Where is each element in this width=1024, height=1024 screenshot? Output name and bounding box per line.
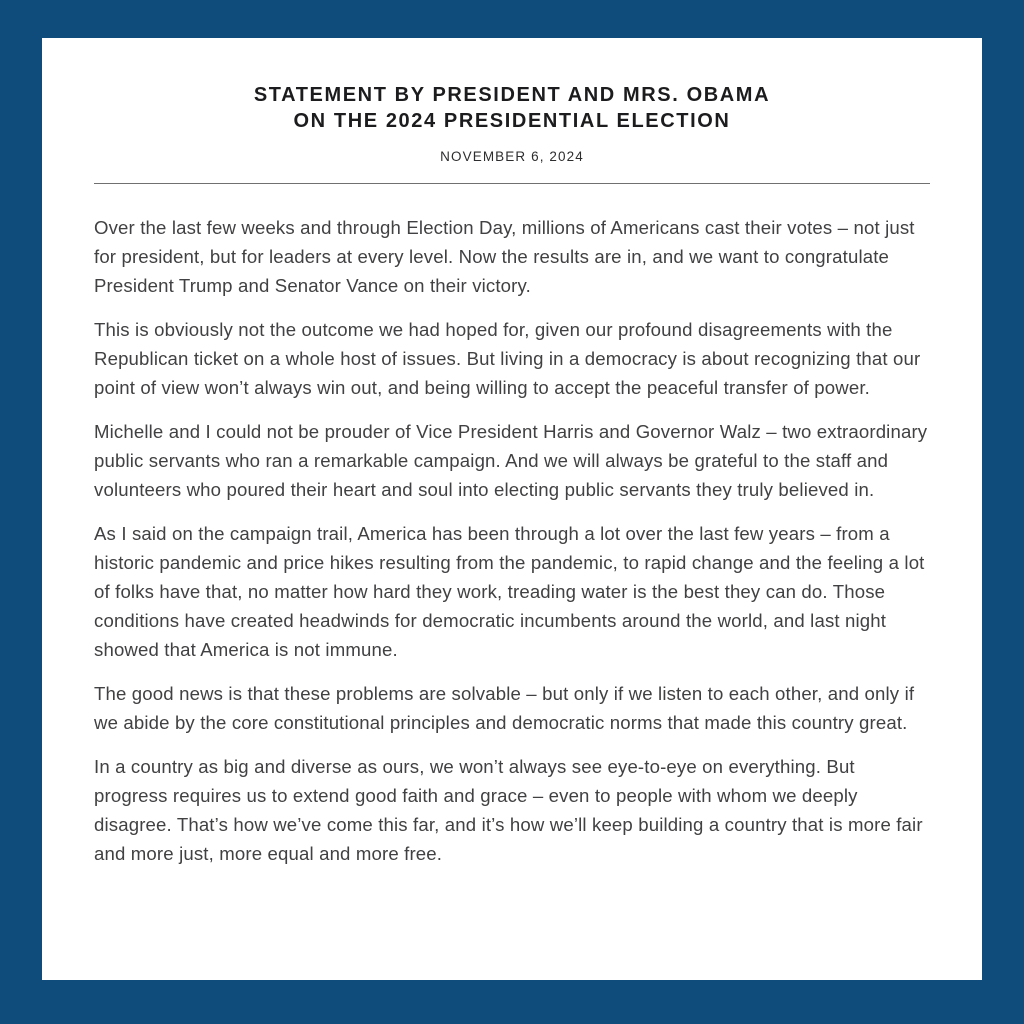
paragraph-5: The good news is that these problems are solvable – but only if we listen to each other, and only if we abide by the core constitutional principles and democratic norms that made this country great. <box>94 683 915 733</box>
page-title-line-1: STATEMENT BY PRESIDENT AND MRS. OBAMA <box>253 84 771 106</box>
page-title-line-2: ON THE 2024 PRESIDENTIAL ELECTION <box>293 110 731 132</box>
paragraph-1: Over the last few weeks and through Election Day, millions of Americans cast their votes – not just for president, but for leaders at every level. Now the results are in, and we want to congratulate President Trump and Senator Vance on their victory. <box>94 217 915 296</box>
paragraph-2: This is obviously not the outcome we had hoped for, given our profound disagreements with the Republican ticket on a whole host of issues. But living in a democracy is about recognizing that our point of view won’t always win out, and being willing to accept the peaceful transfer of power. <box>94 319 921 398</box>
paragraph-6: In a country as big and diverse as ours, we won’t always see eye-to-eye on everything. But progress requires us to extend good faith and grace – even to people with whom we deeply disagree. That’s how we’ve come this far, and it’s how we’ll keep building a country that is more fair and more just, more equal and more free. <box>94 756 923 864</box>
paragraph-4: As I said on the campaign trail, America has been through a lot over the last few years – from a historic pandemic and price hikes resulting from the pandemic, to rapid change and the feeling a lot of folks have that, no matter how hard they work, treading water is the best they can do. Those conditions have created headwinds for democratic incumbents around the world, and last night showed that America is not immune. <box>94 523 925 660</box>
statement-body <box>94 213 930 868</box>
statement-date: NOVEMBER 6, 2024 <box>440 149 584 164</box>
paragraph-3: Michelle and I could not be prouder of Vice President Harris and Governor Walz – two extraordinary public servants who ran a remarkable campaign. And we will always be grateful to the staff and volunteers who poured their heart and soul into electing public servants they truly believed in. <box>94 421 928 500</box>
page-title <box>94 80 930 134</box>
statement-page <box>42 38 982 980</box>
divider-rule <box>94 183 930 184</box>
